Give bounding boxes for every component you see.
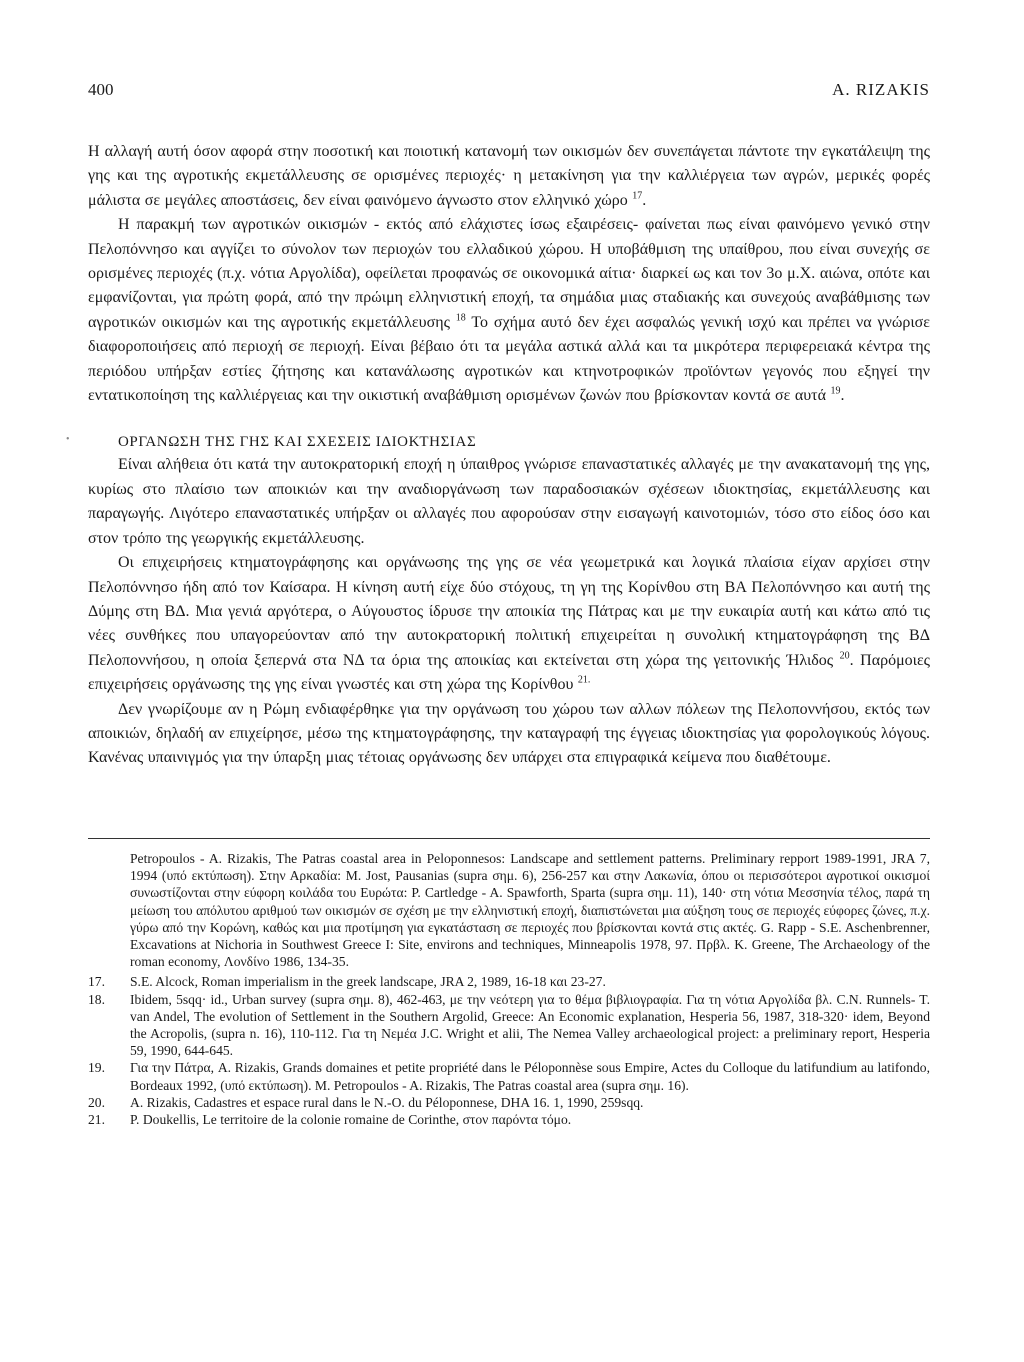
paragraph-5: Δεν γνωρίζουμε αν η Ρώμη ενδιαφέρθηκε για την οργάνωση του χώρου των αλλων πόλεων της Πελοποννήσου, εκτός των αποικιών, δηλαδή αν επιχείρησε, μέσω της κτηματογράφησης, την καταγραφή της έγγειας ιδιοκτησίας για φορολογικούς λόγους. Κανένας υπαινιγμός για την ύπαρξη μιας τέτοιας οργάνωσης δεν υπάρχει στα επιγραφικά κείμενα που διαθέτουμε. <box>88 700 930 767</box>
footnote-number: 19. <box>88 1060 105 1076</box>
running-head: A. RIZAKIS <box>832 80 930 99</box>
footnote-ref: 20 <box>839 650 850 662</box>
footnote-text: A. Rizakis, Cadastres et espace rural dans le N.-O. du Péloponnese, DHA 16. 1, 1990, 259sqq. <box>130 1094 644 1110</box>
footnote-17 <box>88 973 930 990</box>
footnote-text: P. Doukellis, Le territoire de la colonie romaine de Corinthe, στον παρόντα τόμο. <box>130 1112 572 1128</box>
footnote-number: 21. <box>88 1112 105 1128</box>
body-text <box>88 140 930 771</box>
footnote-continuation: Petropoulos - A. Rizakis, The Patras coastal area in Peloponnesos: Landscape and settlement patterns. Preliminary repport 1989-1991, JRA 7, 1994 (υπό εκτύπωση). Στην Αρκαδία: M. Jost, Pausanias (supra σημ. 6), 256-257 και στην Λακωνία, όπου οι περισσότεροι αγροτικοί οικισμοί συνωστίζονται στην εύφορη κοιλάδα του Ευρώτα: P. Cartledge - A. Spawforth, Sparta (supra σημ. 11), 140· στη νότια Μεσσηνία τέλος, παρά τη μείωση του απόλυτου αριθμού των οικισμών σε σχέση με την ελληνιστική εποχή, διαπιστώνεται μια αύξηση τους σε περιοχές εύφορες ζώνες, π.χ. γύρω από την Κορώνη, καθώς και μια προτίμηση για εγκατάσταση σε περιοχές που βρίσκονται κοντά στις ακτές. G. Rapp - S.E. Aschenbrenner, Excavations at Nichoria in Southwest Greece I: Site, environs and techniques, Minneapolis 1978, 97. Πρβλ. K. Greene, The Archaeology of the roman economy, Λονδίνο 1986, 134-35. <box>130 851 930 970</box>
footnote-19 <box>88 1059 930 1093</box>
footnotes <box>88 850 930 1128</box>
footnote-20 <box>88 1094 930 1111</box>
footnote-ref: 17 <box>632 190 643 202</box>
footnote-21 <box>88 1111 930 1128</box>
footnote-number: 18. <box>88 991 105 1007</box>
footnote-number: 17. <box>88 974 105 990</box>
paragraph-1: Η αλλαγή αυτή όσον αφορά στην ποσοτική και ποιοτική κατανομή των οικισμών δεν συνεπάγεται πάντοτε την εγκατάλειψη της γης και της αγροτικής εκμετάλλευσης σε ορισμένες περιοχές· η μετακίνηση για την καλλιέργεια των αγρών, μερικές φορές μάλιστα σε μεγάλες αποστάσεις, δεν είναι φαινόμενο άγνωστο στον ελληνικό χώρο $^{17}$. <box>88 143 930 209</box>
paragraph-3: Είναι αλήθεια ότι κατά την αυτοκρατορική εποχή η ύπαιθρος γνώρισε επαναστατικές αλλαγές με την ανακατανομή της γης, κυρίως στο πλαίσιο των αποικιών και την αναδιοργάνωση των παραδοσιακών σχέσεων ιδιοκτησίας, εκμετάλλευσης και παραγωγής. Λιγότερο επαναστατικές υπήρξαν οι αλλαγές που αφορούσαν στην εισαγωγή καινοτομιών, τόσο στο είδος όσο και στον τρόπο της γεωργικής εκμετάλλευσης. <box>88 456 930 547</box>
page-number: 400 <box>88 80 114 99</box>
section-heading: ΟΡΓΑΝΩΣΗ ΤΗΣ ΓΗΣ ΚΑΙ ΣΧΕΣΕΙΣ ΙΔΙΟΚΤΗΣΙΑΣ <box>118 434 477 451</box>
footnote-rule <box>88 838 930 839</box>
footnote-text: Ibidem, 5sqq· id., Urban survey (supra σημ. 8), 462-463, με την νεότερη για το θέμα βιβλιογραφία. Για τη νότια Αργολίδα βλ. C.N. Runnels- T. van Andel, The evolution of Settlement in the Southern Argolid, Greece: An Economic explanation, Hesperia 56, 1987, 318-320· idem, Beyond the Acropolis, (supra n. 16), 110-112. Για τη Νεμέα J.C. Wright et alii, The Nemea Valley archaeological project: a preliminary report, Hesperia 59, 1990, 644-645. <box>130 991 930 1059</box>
footnote-ref: 18 <box>455 312 466 324</box>
margin-dot: • <box>66 434 70 445</box>
paragraph-2: Η παρακμή των αγροτικών οικισμών - εκτός από ελάχιστες ίσως εξαιρέσεις- φαίνεται πως είναι φαινόμενο γενικό στην Πελοπόννησο και αγγίζει το σύνολον των περιοχών του ελλαδικού χώρου. Η υποβάθμιση της υπαίθρου, που είναι συνεχής σε ορισμένες περιοχές (π.χ. νότια Αργολίδα), οφείλεται προφανώς σε οικονομικά αίτια· διαρκεί ως και τον 3ο μ.Χ. αιώνα, οπότε και εμφανίζονται, για πρώτη φορά, από την πρώιμη ελληνιστική εποχή, τα σημάδια μιας σταδιακής και συνεχούς αναβάθμισης των αγροτικών οικισμών και της αγροτικής εκμετάλλευσης $^{18}$ Το σχήμα αυτό δεν έχει ασφαλώς γενική ισχύ και πρέπει να γνώρισε διαφοροποιήσεις από περιοχή σε περιοχή. Είναι βέβαιο ότι τα μεγάλα αστικά αλλά και τα μικρότερα περιφερειακά κέντρα της περιόδου υπήρξαν εστίες ζήτησης και κατανάλωσης αγροτικών και κτηνοτροφικών προϊόντων γεγονός που εξηγεί την εντατικοποίηση της καλλιέργειας και την οικιστική αναβάθμιση ορισμένων ζωνών που βρίσκονταν κοντά σε αυτά $^{19}$. <box>88 216 931 405</box>
footnote-ref: 21. <box>577 674 591 686</box>
footnote-18 <box>88 991 930 1060</box>
footnote-text: Για την Πάτρα, A. Rizakis, Grands domaines et petite propriété dans le Péloponnèse sous Empire, Actes du Colloque du latifundium au latifondo, Bordeaux 1992, (υπό εκτύπωση). M. Petropoulos - A. Rizakis, The Patras coastal area (supra σημ. 16). <box>130 1060 930 1093</box>
paragraph-4: Οι επιχειρήσεις κτηματογράφησης και οργάνωσης της γης σε νέα γεωμετρικά και λογικά πλαίσια είχαν αρχίσει στην Πελοπόννησο ήδη από τον Καίσαρα. Η κίνηση αυτή είχε δύο στόχους, τη γη της Κορίνθου στη ΒΑ Πελοπόννησο και αυτή της Δύμης στη ΒΔ. Μια γενιά αργότερα, ο Αύγουστος ίδρυσε την αποικία της Πάτρας και με την ευκαιρία αυτή και κάτω από τις νέες συνθήκες που υπαγορεύονταν από την αυτοκρατορική πολιτική επιχειρείται η συνολική κτηματογράφηση της ΒΔ Πελοποννήσου, η οποία ξεπερνά στα ΝΔ τα όρια της αποικίας και εκτείνεται στη χώρα της γειτονικής Ήλιδος $^{20}$. Παρόμοιες επιχειρήσεις οργάνωσης της γης είναι γνωστές και στη χώρα της Κορίνθου $^{21.}$ <box>88 554 931 694</box>
footnote-ref: 19 <box>830 385 841 397</box>
footnote-number: 20. <box>88 1094 105 1110</box>
footnote-text: S.E. Alcock, Roman imperialism in the greek landscape, JRA 2, 1989, 16-18 και 23-27. <box>130 974 606 990</box>
